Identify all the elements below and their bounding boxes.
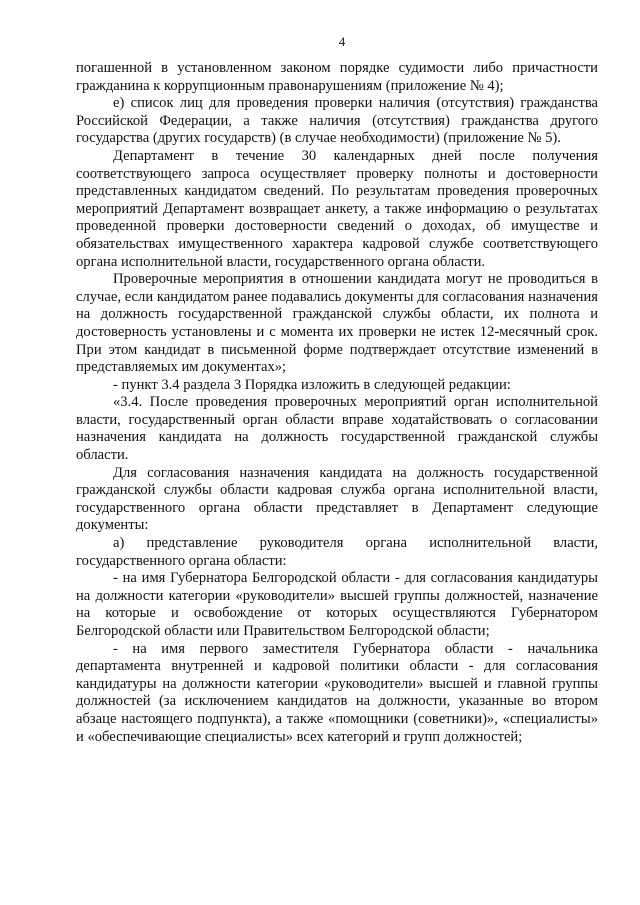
paragraph: е) список лиц для проведения проверки наличия (отсутствия) гражданства Российской Федерации, а также наличия (отсутствия) гражданства другого государства (других государств) (в случае необходимости) (приложение № 5).: [76, 95, 598, 147]
paragraph: - на имя первого заместителя Губернатора области - начальника департамента внутренней и кадровой политики области - для согласования кандидатуры на должности категории «руководители» высшей и главной группы должностей (за исключением кандидатов на должности, указанные во втором абзаце настоящего подпункта), а также «помощники (советники)», «специалисты» и «обеспечивающие специалисты» всех категорий и групп должностей;: [76, 640, 598, 745]
paragraph: а) представление руководителя органа исполнительной власти, государственного органа области:: [76, 535, 598, 569]
paragraph: погашенной в установленном законом порядке судимости либо причастности гражданина к коррупционным правонарушениям (приложение № 4);: [76, 60, 598, 94]
page-number: 4: [338, 34, 346, 49]
paragraph: - пункт 3.4 раздела 3 Порядка изложить в следующей редакции:: [113, 376, 511, 393]
paragraph: Департамент в течение 30 календарных дней после получения соответствующего запроса осуществляет проверку полноты и достоверности представленных кандидатом сведений. По результатам проведения проверочных мероприятий Департамент возвращает анкету, а также информацию о результатах проведенной проверки достоверности сведений о доходах, об имуществе и обязательствах имущественного характера кадровой службе соответствующего органа исполнительной власти, государственного органа области.: [76, 147, 598, 270]
paragraph: Проверочные мероприятия в отношении кандидата могут не проводиться в случае, если кандидатом ранее подавались документы для согласования назначения на должность государственной гражданской службы области, их полнота и достоверность установлены и с момента их проверки не истек 12-месячный срок. При этом кандидат в письменной форме подтверждает отсутствие изменений в представляемых им документах»;: [76, 271, 598, 376]
paragraph: - на имя Губернатора Белгородской области - для согласования кандидатуры на должности категории «руководители» высшей группы должностей, назначение на которые и освобождение от которых осуществляются Губернатором Белгородской области или Правительством Белгородской области;: [76, 570, 598, 639]
paragraph: «3.4. После проведения проверочных мероприятий орган исполнительной власти, государственный орган области вправе ходатайствовать о согласовании назначения кандидата на должность государственной гражданской службы области.: [76, 394, 598, 464]
document-body: [76, 60, 598, 746]
paragraph: Для согласования назначения кандидата на должность государственной гражданской службы области кадровая служба органа исполнительной власти, государственного органа области представляет в Департамент следующие документы:: [76, 464, 598, 534]
